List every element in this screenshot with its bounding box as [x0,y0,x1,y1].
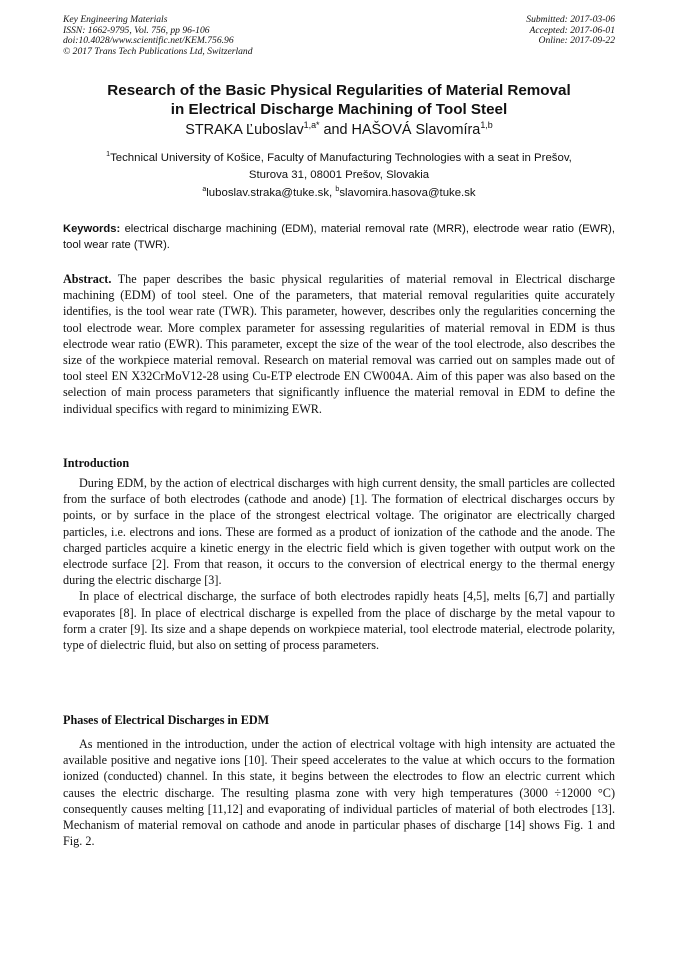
submitted-date: Submitted: 2017-03-06 [526,14,615,25]
abstract [63,271,615,417]
introduction-paragraph-1: During EDM, by the action of electrical discharges with high current density, the small particles are collected from the surface of both electrodes (cathode and anode) [1]. The formation of electrical discharges occurs by points, or by surface in the place of the strongest electrical voltage. The originator are electrically charged particles, i.e. electrons and ions. These are formed as a product of ionization of the cathode and the anode. The charged particles acquire a kinetic energy in the electric field which is given together with output work on the electrode surface [2]. From that reason, it occurs to the conversion of electrical energy to the thermal energy during the electric discharge [3]. [63,476,615,588]
abstract-text: The paper describes the basic physical regularities of material removal in Electrical discharge machining (EDM) of tool steel. One of the parameters, that material removal regularities quite accurately identifies, is the tool wear rate (TWR). This parameter, however, describes only the regularities concerning the tool electrode wear. More complex parameter for assessing regularities of material removal in EDM is thus electrode wear ratio (EWR). This parameter, except the size of the wear of the tool electrode, also describes the size of the workpiece material removal. Research on material removal was carried out on samples made out of tool steel EN X32CrMoV12-28 using Cu-ETP electrode EN CW004A. Aim of this paper was also based on the selection of main process parameters that significantly influence the material removal in EDM to define the individual specifics with regard to minimizing EWR. [63,272,616,416]
keywords [63,221,615,253]
affiliation-line-2: Sturova 31, 08001 Prešov, Slovakia [248,168,430,181]
journal-info [63,15,253,57]
keywords-text: electrical discharge machining (EDM), material removal rate (MRR), electrode wear ratio (EWR), tool wear rate (TWR). [63,223,616,251]
author-2: HAŠOVÁ Slavomíra [351,122,481,138]
paper-title [40,81,638,119]
author-conjunction: and [323,122,348,138]
author-1: STRAKA Ľuboslav [185,122,304,138]
journal-copyright: © 2017 Trans Tech Publications Ltd, Switzerland [63,45,253,57]
journal-issn: ISSN: 1662-9795, Vol. 756, pp 96-106 [63,24,210,36]
author-emails [40,186,638,201]
email-a-marker: a [202,186,207,194]
affiliation [70,150,608,183]
affiliation-marker: 1 [106,151,111,159]
phases-body [63,736,615,849]
phases-paragraph-1: As mentioned in the introduction, under the action of electrical voltage with high intensity are actuated the available positive and negative ions [10]. Their speed accelerates to the value at which occurs to the formation ionized (conducted) channel. In this state, it begins between the electrodes to flow an electric current which causes the electric discharge. The resulting plasma zone with very high temperatures (3000 ÷12000 °C) consequently causes melting [11,12] and evaporating of individual particles of material of both electrodes [13]. Mechanism of material removal on cathode and anode in particular phases of discharge [14] shows Fig. 1 and Fig. 2. [63,737,615,849]
affiliation-line-1: Technical University of Košice, Faculty of Manufacturing Technologies with a seat in Prešov, [110,152,572,164]
accepted-date: Accepted: 2017-06-01 [529,24,615,36]
email-a: luboslav.straka@tuke.sk, [206,187,333,199]
author-2-affil: 1,b [480,120,493,131]
introduction-paragraph-2: In place of electrical discharge, the surface of both electrodes rapidly heats [4,5], melts [6,7] and partially evaporates [8]. In place of electrical discharge is expelled from the place of discharge by the metal vapour to form a crater [9]. Its size and a shape depends on workpiece material, tool electrode material, electrode polarity, type of dielectric fluid, but also on setting of process parameters. [63,589,615,653]
introduction-heading: Introduction [63,456,130,470]
author-list [40,121,638,139]
abstract-label: Abstract. [63,272,112,286]
author-1-affil: 1,a* [303,120,320,131]
journal-name: Key Engineering Materials [63,14,168,25]
phases-heading: Phases of Electrical Discharges in EDM [63,713,270,727]
email-b-marker: b [335,186,340,194]
publication-dates [526,15,615,47]
title-line-1: Research of the Basic Physical Regularities of Material Removal [107,82,571,99]
journal-doi: doi:10.4028/www.scientific.net/KEM.756.96 [63,35,234,47]
title-line-2: in Electrical Discharge Machining of Tool Steel [170,101,508,118]
keywords-label: Keywords: [63,223,121,235]
email-b: slavomira.hasova@tuke.sk [339,187,476,199]
online-date: Online: 2017-09-22 [538,35,615,47]
introduction-body [63,475,615,653]
